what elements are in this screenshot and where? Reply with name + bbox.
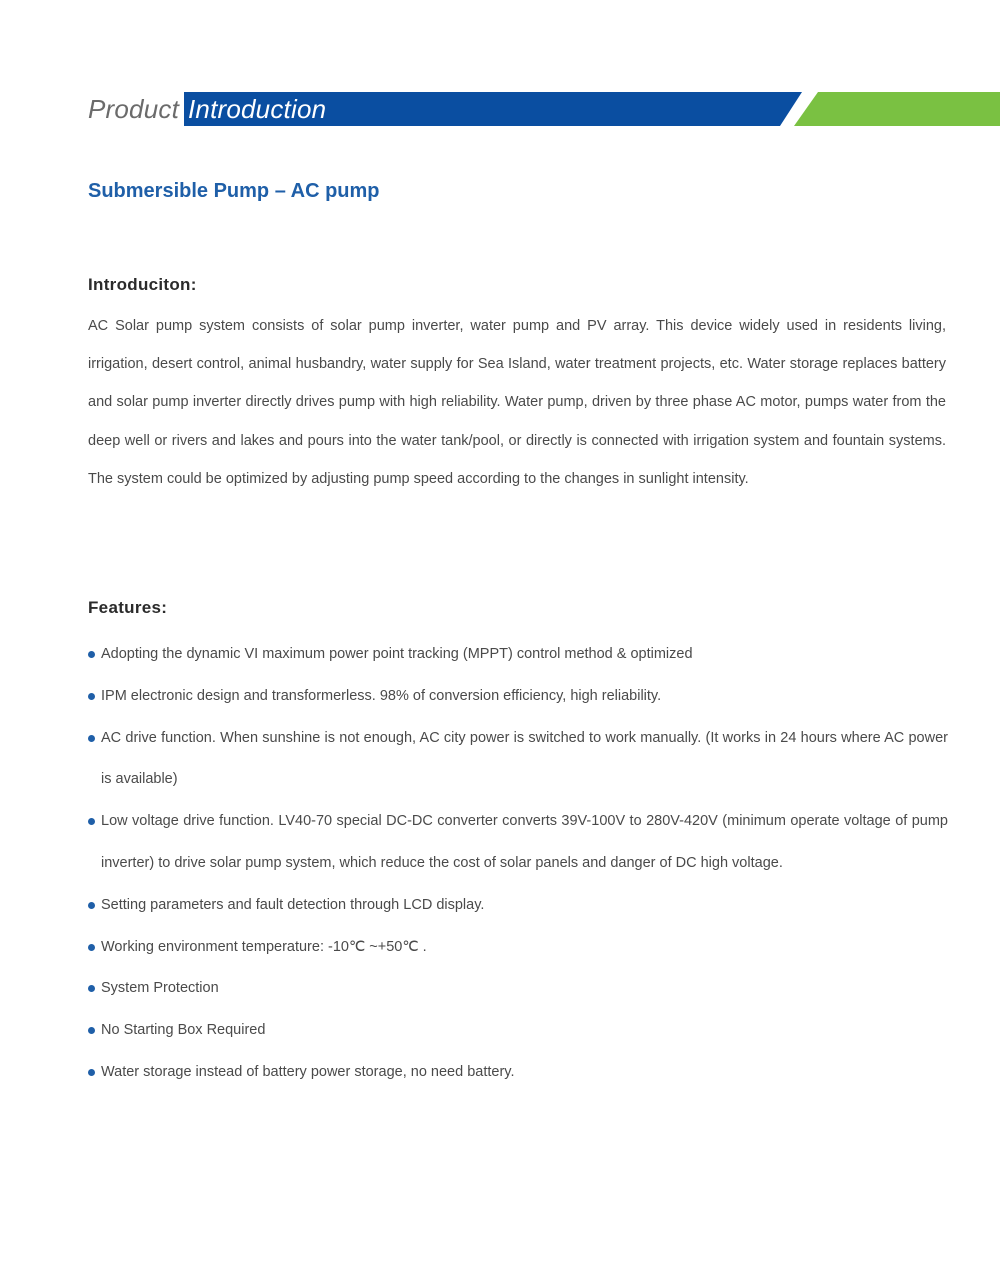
feature-text: No Starting Box Required [101, 1022, 266, 1039]
banner-title-product: Product [88, 94, 180, 124]
bullet-icon [88, 818, 95, 825]
feature-text: Working environment temperature: -10℃ ~+50℃ . [101, 938, 427, 955]
feature-item [88, 885, 948, 927]
bullet-icon [88, 693, 95, 700]
intro-heading: Introduciton: [88, 275, 197, 294]
bullet-icon [88, 1027, 95, 1034]
feature-item [88, 968, 948, 1010]
banner-green-stripe [794, 92, 1000, 126]
feature-text: System Protection [101, 980, 219, 997]
feature-item [88, 676, 948, 718]
feature-item [88, 1010, 948, 1052]
banner-title-introduction: Introduction [188, 94, 327, 124]
feature-item [88, 718, 948, 802]
feature-text: AC drive function. When sunshine is not enough, AC city power is switched to work manually. (It works in 24 hours where AC power is available) [101, 729, 948, 788]
feature-item [88, 634, 948, 676]
features-list [88, 634, 948, 1094]
bullet-icon [88, 985, 95, 992]
intro-paragraph: AC Solar pump system consists of solar pump inverter, water pump and PV array. This device widely used in residents living, irrigation, desert control, animal husbandry, water supply for Sea Island, water treatment projects, etc. Water storage replaces battery and solar pump inverter directly drives pump with high reliability. Water pump, driven by three phase AC motor, pumps water from the deep well or rivers and lakes and pours into the water tank/pool, or directly is connected with irrigation system and fountain systems. The system could be optimized by adjusting pump speed according to the changes in sunlight intensity. [88, 318, 946, 487]
features-heading: Features: [88, 598, 168, 617]
bullet-icon [88, 1069, 95, 1076]
bullet-icon [88, 735, 95, 742]
bullet-icon [88, 651, 95, 658]
bullet-icon [88, 944, 95, 951]
feature-text: Setting parameters and fault detection through LCD display. [101, 896, 485, 913]
feature-item [88, 801, 948, 885]
feature-text: Adopting the dynamic VI maximum power point tracking (MPPT) control method & optimized [101, 646, 693, 662]
feature-item [88, 1052, 948, 1094]
feature-text: Low voltage drive function. LV40-70 special DC-DC converter converts 39V-100V to 280V-420V (minimum operate voltage of pump inverter) to drive solar pump system, which reduce the cost of solar panels and danger of DC high voltage. [101, 813, 948, 871]
page-subtitle: Submersible Pump – AC pump [88, 180, 380, 202]
feature-text: IPM electronic design and transformerless. 98% of conversion efficiency, high reliability. [101, 687, 662, 704]
bullet-icon [88, 902, 95, 909]
feature-text: Water storage instead of battery power storage, no need battery. [101, 1063, 515, 1080]
feature-item [88, 927, 948, 969]
